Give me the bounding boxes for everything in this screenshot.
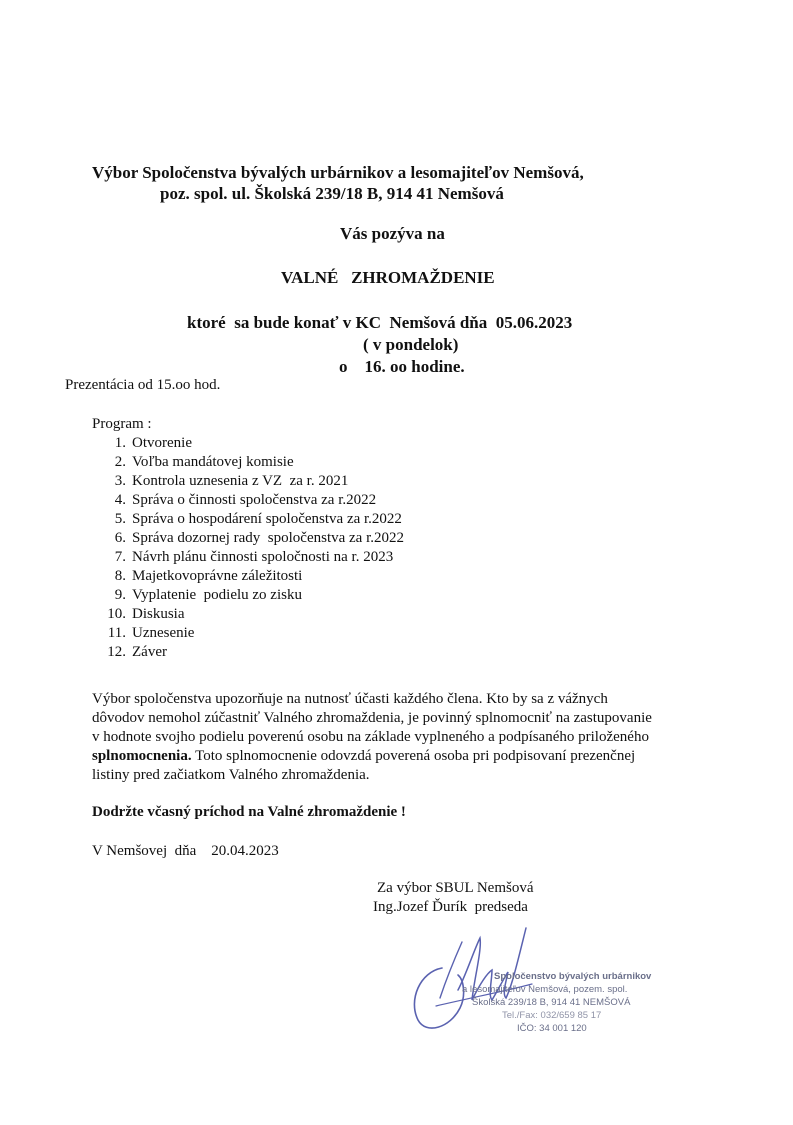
program-item-text: Otvorenie bbox=[132, 435, 192, 451]
notice-line bbox=[92, 747, 732, 766]
program-item-text: Kontrola uznesenia z VZ za r. 2021 bbox=[132, 473, 349, 489]
program-item bbox=[92, 510, 404, 529]
program-item bbox=[92, 434, 404, 453]
stamp-line: a lesomajiteľov Nemšová, pozem. spol. bbox=[462, 984, 628, 995]
program-item bbox=[92, 567, 404, 586]
notice-emphasis: splnomocnenia. bbox=[92, 748, 192, 764]
program-item-text: Správa o hospodárení spoločenstva za r.2022 bbox=[132, 511, 402, 527]
program-item-number: 10. bbox=[107, 606, 126, 622]
program-item-number: 1. bbox=[114, 435, 126, 451]
notice-line: Výbor spoločenstva upozorňuje na nutnosť účasti každého člena. Kto by sa z vážnych bbox=[92, 691, 608, 707]
program-item bbox=[92, 624, 404, 643]
program-item-text: Voľba mandátovej komisie bbox=[132, 454, 294, 470]
program-item-text: Správa dozornej rady spoločenstva za r.2022 bbox=[132, 530, 404, 546]
program-item bbox=[92, 605, 404, 624]
program-item-text: Návrh plánu činnosti spoločnosti na r. 2023 bbox=[132, 549, 394, 565]
program-item-number: 3. bbox=[114, 473, 126, 489]
program-item-number: 8. bbox=[114, 568, 126, 584]
notice-line: dôvodov nemohol zúčastniť Valného zhromaždenia, je povinný splnomocniť na zastupovanie bbox=[92, 710, 652, 726]
program-item-text: Uznesenie bbox=[132, 625, 195, 641]
program-item bbox=[92, 586, 404, 605]
header-line-1: Výbor Spoločenstva bývalých urbárnikov a lesomajiteľov Nemšová, bbox=[92, 163, 584, 182]
notice-paragraph bbox=[92, 690, 732, 785]
program-item bbox=[92, 548, 404, 567]
event-line-2: ( v pondelok) bbox=[363, 335, 459, 354]
header-line-2: poz. spol. ul. Školská 239/18 B, 914 41 Nemšová bbox=[160, 184, 504, 203]
event-line-1: ktoré sa bude konať v KC Nemšová dňa 05.06.2023 bbox=[187, 313, 573, 332]
organization-stamp bbox=[462, 970, 662, 1035]
stamp-line: Tel./Fax: 032/659 85 17 bbox=[502, 1010, 602, 1021]
program-item bbox=[92, 491, 404, 510]
program-list bbox=[92, 434, 404, 662]
stamp-line: Spoločenstvo bývalých urbárnikov bbox=[494, 971, 652, 982]
signature-name: Ing.Jozef Ďurík predseda bbox=[373, 899, 528, 915]
program-item bbox=[92, 472, 404, 491]
stamp-line: Školská 239/18 B, 914 41 NEMŠOVÁ bbox=[472, 997, 631, 1008]
program-item bbox=[92, 529, 404, 548]
document-title: VALNÉ ZHROMAŽDENIE bbox=[281, 268, 495, 287]
program-item-number: 6. bbox=[114, 530, 126, 546]
program-item bbox=[92, 453, 404, 472]
program-item-number: 12. bbox=[107, 644, 126, 660]
program-item-number: 5. bbox=[114, 511, 126, 527]
program-item-text: Diskusia bbox=[132, 606, 185, 622]
notice-line-rest: Toto splnomocnenie odovzdá poverená osoba pri podpisovaní prezenčnej bbox=[191, 748, 636, 764]
program-item-number: 11. bbox=[107, 625, 126, 641]
program-section bbox=[92, 415, 404, 662]
program-label: Program : bbox=[92, 416, 152, 432]
program-item-text: Správa o činnosti spoločenstva za r.2022 bbox=[132, 492, 377, 508]
invite-text: Vás pozýva na bbox=[340, 224, 445, 243]
program-item bbox=[92, 643, 404, 662]
place-date: V Nemšovej dňa 20.04.2023 bbox=[92, 843, 279, 859]
reminder-text: Dodržte včasný príchod na Valné zhromaždenie ! bbox=[92, 804, 406, 820]
program-item-number: 9. bbox=[114, 587, 126, 603]
notice-line: v hodnote svojho podielu poverenú osobu na základe vyplneného a podpísaného priloženého bbox=[92, 729, 649, 745]
notice-line: listiny pred začiatkom Valného zhromaždenia. bbox=[92, 767, 370, 783]
program-item-number: 4. bbox=[114, 492, 126, 508]
presentation-time: Prezentácia od 15.oo hod. bbox=[65, 377, 221, 393]
program-item-text: Majetkovoprávne záležitosti bbox=[132, 568, 303, 584]
program-item-text: Vyplatenie podielu zo zisku bbox=[132, 587, 302, 603]
program-item-text: Záver bbox=[132, 644, 167, 660]
event-line-3: o 16. oo hodine. bbox=[339, 357, 465, 376]
program-item-number: 2. bbox=[114, 454, 126, 470]
program-item-number: 7. bbox=[114, 549, 126, 565]
stamp-line: IČO: 34 001 120 bbox=[517, 1023, 587, 1034]
signature-label: Za výbor SBUL Nemšová bbox=[377, 880, 534, 896]
